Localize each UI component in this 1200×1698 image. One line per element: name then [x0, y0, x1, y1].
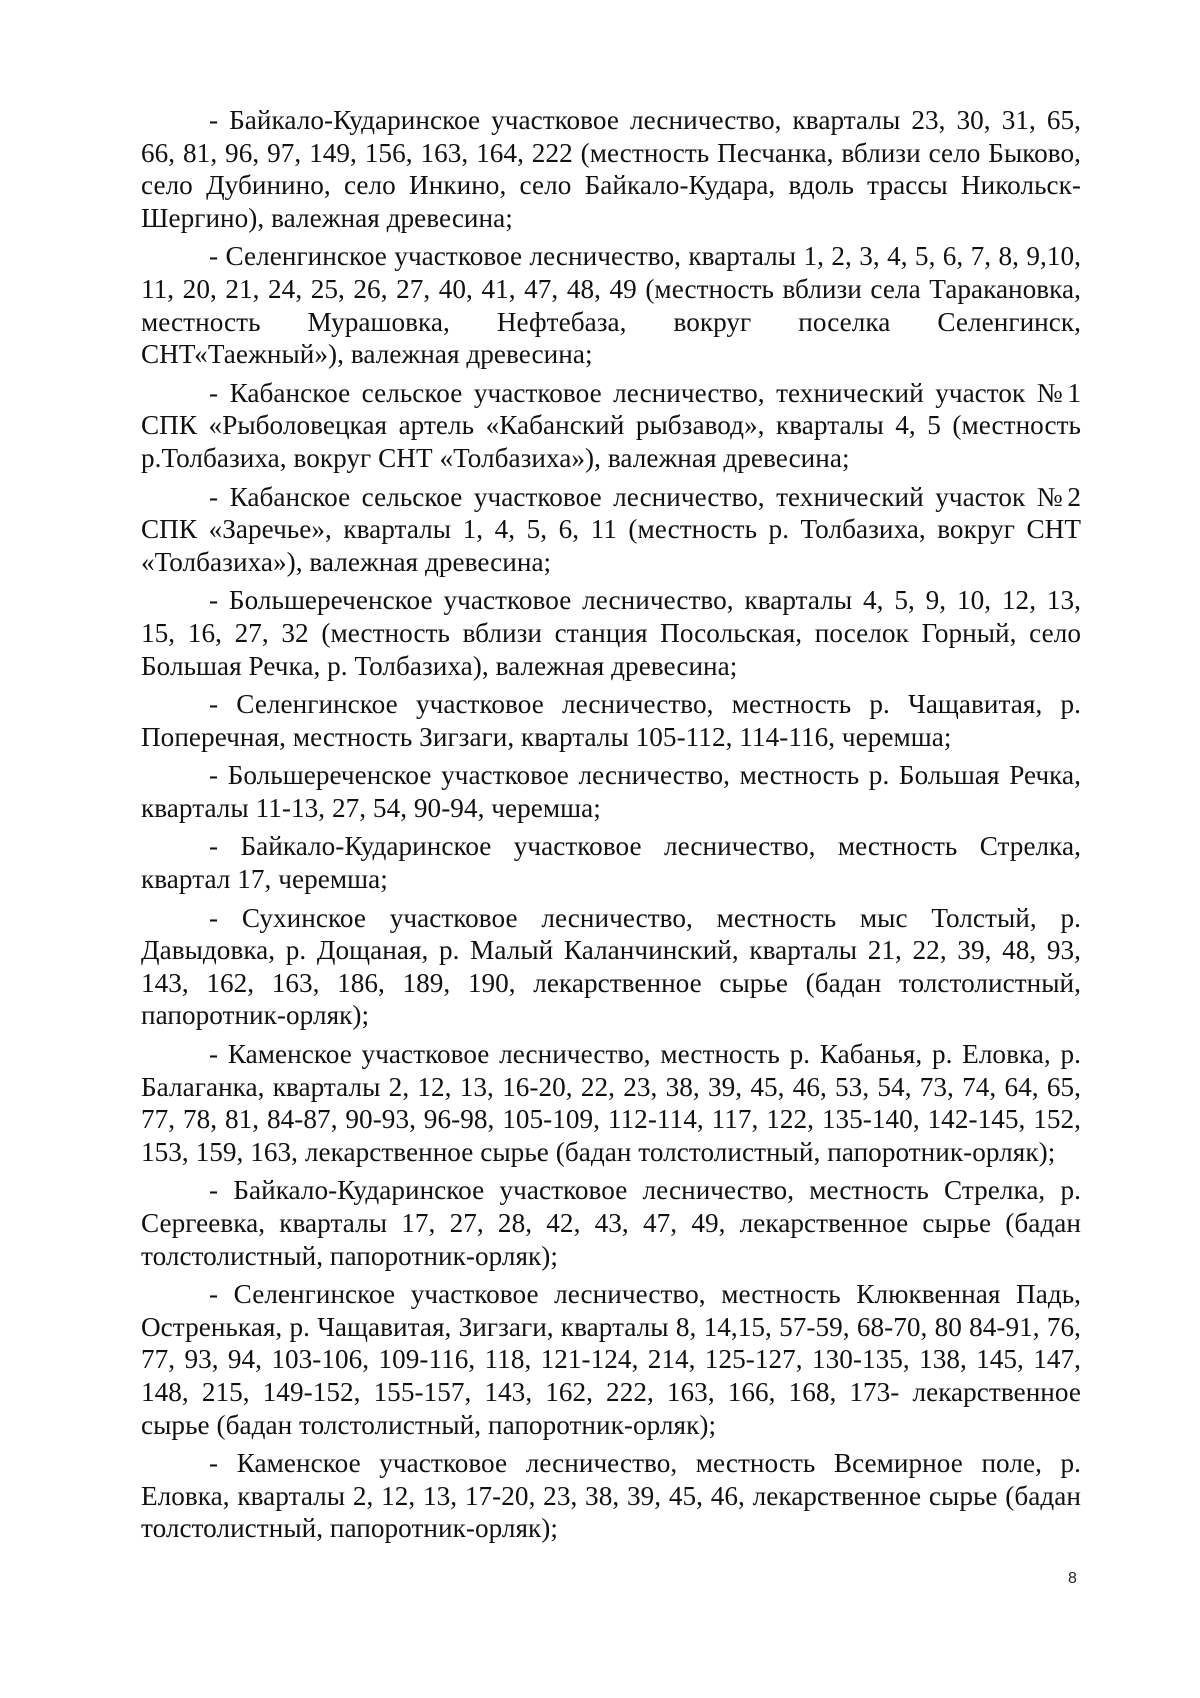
- list-item: - Каменское участковое лесничество, местность Всемирное поле, р. Еловка, кварталы 2, 12, 13, 17-20, 23, 38, 39, 45, 46, лекарственное сырье (бадан толстолистный, папоротник-орляк);: [141, 1448, 1081, 1544]
- list-item: - Селенгинское участковое лесничество, кварталы 1, 2, 3, 4, 5, 6, 7, 8, 9,10, 11, 20, 21, 24, 25, 26, 27, 40, 41, 47, 48, 49 (местность вблизи села Таракановка, местность Мурашовка, Нефтебаза, вокруг поселка Селенгинск, СНТ«Таежный»), валежная древесина;: [141, 241, 1081, 370]
- list-item: - Большереченское участковое лесничество, местность р. Большая Речка, кварталы 11-13, 27, 54, 90-94, черемша;: [141, 760, 1081, 823]
- list-item: - Сухинское участковое лесничество, местность мыс Толстый, р. Давыдовка, р. Дощаная, р. Малый Каланчинский, кварталы 21, 22, 39, 48, 93, 143, 162, 163, 186, 189, 190, лекарственное сырье (бадан толстолистный, папоротник-орляк);: [141, 902, 1081, 1031]
- list-item: - Селенгинское участковое лесничество, местность р. Чащавитая, р. Поперечная, местность Зигзаги, кварталы 105-112, 114-116, черемша;: [141, 689, 1081, 752]
- list-item: - Байкало-Кударинское участковое лесничество, местность Стрелка, квартал 17, черемша;: [141, 831, 1081, 895]
- list-item: - Кабанское сельское участковое лесничество, технический участок №1 СПК «Рыболовецкая артель «Кабанский рыбзавод», кварталы 4, 5 (местность р.Толбазиха, вокруг СНТ «Толбазиха»), валежная древесина;: [141, 377, 1081, 473]
- list-item: - Кабанское сельское участковое лесничество, технический участок №2 СПК «Заречье», кварталы 1, 4, 5, 6, 11 (местность р. Толбазиха, вокруг СНТ «Толбазиха»), валежная древесина;: [141, 481, 1081, 577]
- list-item: - Байкало-Кударинское участковое лесничество, кварталы 23, 30, 31, 65, 66, 81, 96, 97, 149, 156, 163, 164, 222 (местность Песчанка, вблизи село Быково, село Дубинино, село Инкино, село Байкало-Кудара, вдоль трассы Никольск-Шергино), валежная древесина;: [141, 105, 1081, 233]
- page-number: 8: [1068, 1570, 1077, 1587]
- list-item: - Каменское участковое лесничество, местность р. Кабанья, р. Еловка, р. Балаганка, кварталы 2, 12, 13, 16-20, 22, 23, 38, 39, 45, 46, 53, 54, 73, 74, 64, 65, 77, 78, 81, 84-87, 90-93, 96-98, 105-109, 112-114, 117, 122, 135-140, 142-145, 152, 153, 159, 163, лекарственное сырье (бадан толстолистный, папоротник-орляк);: [141, 1039, 1081, 1167]
- list-item: - Байкало-Кударинское участковое лесничество, местность Стрелка, р. Сергеевка, кварталы 17, 27, 28, 42, 43, 47, 49, лекарственное сырье (бадан толстолистный, папоротник-орляк);: [141, 1175, 1081, 1271]
- list-item: - Большереченское участковое лесничество, кварталы 4, 5, 9, 10, 12, 13, 15, 16, 27, 32 (местность вблизи станция Посольская, поселок Горный, село Большая Речка, р. Толбазиха), валежная древесина;: [141, 585, 1081, 681]
- document-body: [141, 104, 1081, 1551]
- list-item: - Селенгинское участковое лесничество, местность Клюквенная Падь, Остренькая, р. Чащавитая, Зигзаги, кварталы 8, 14,15, 57-59, 68-70, 80 84-91, 76, 77, 93, 94, 103-106, 109-116, 118, 121-124, 214, 125-127, 130-135, 138, 145, 147, 148, 215, 149-152, 155-157, 143, 162, 222, 163, 166, 168, 173- лекарственное сырье (бадан толстолистный, папоротник-орляк);: [141, 1279, 1081, 1440]
